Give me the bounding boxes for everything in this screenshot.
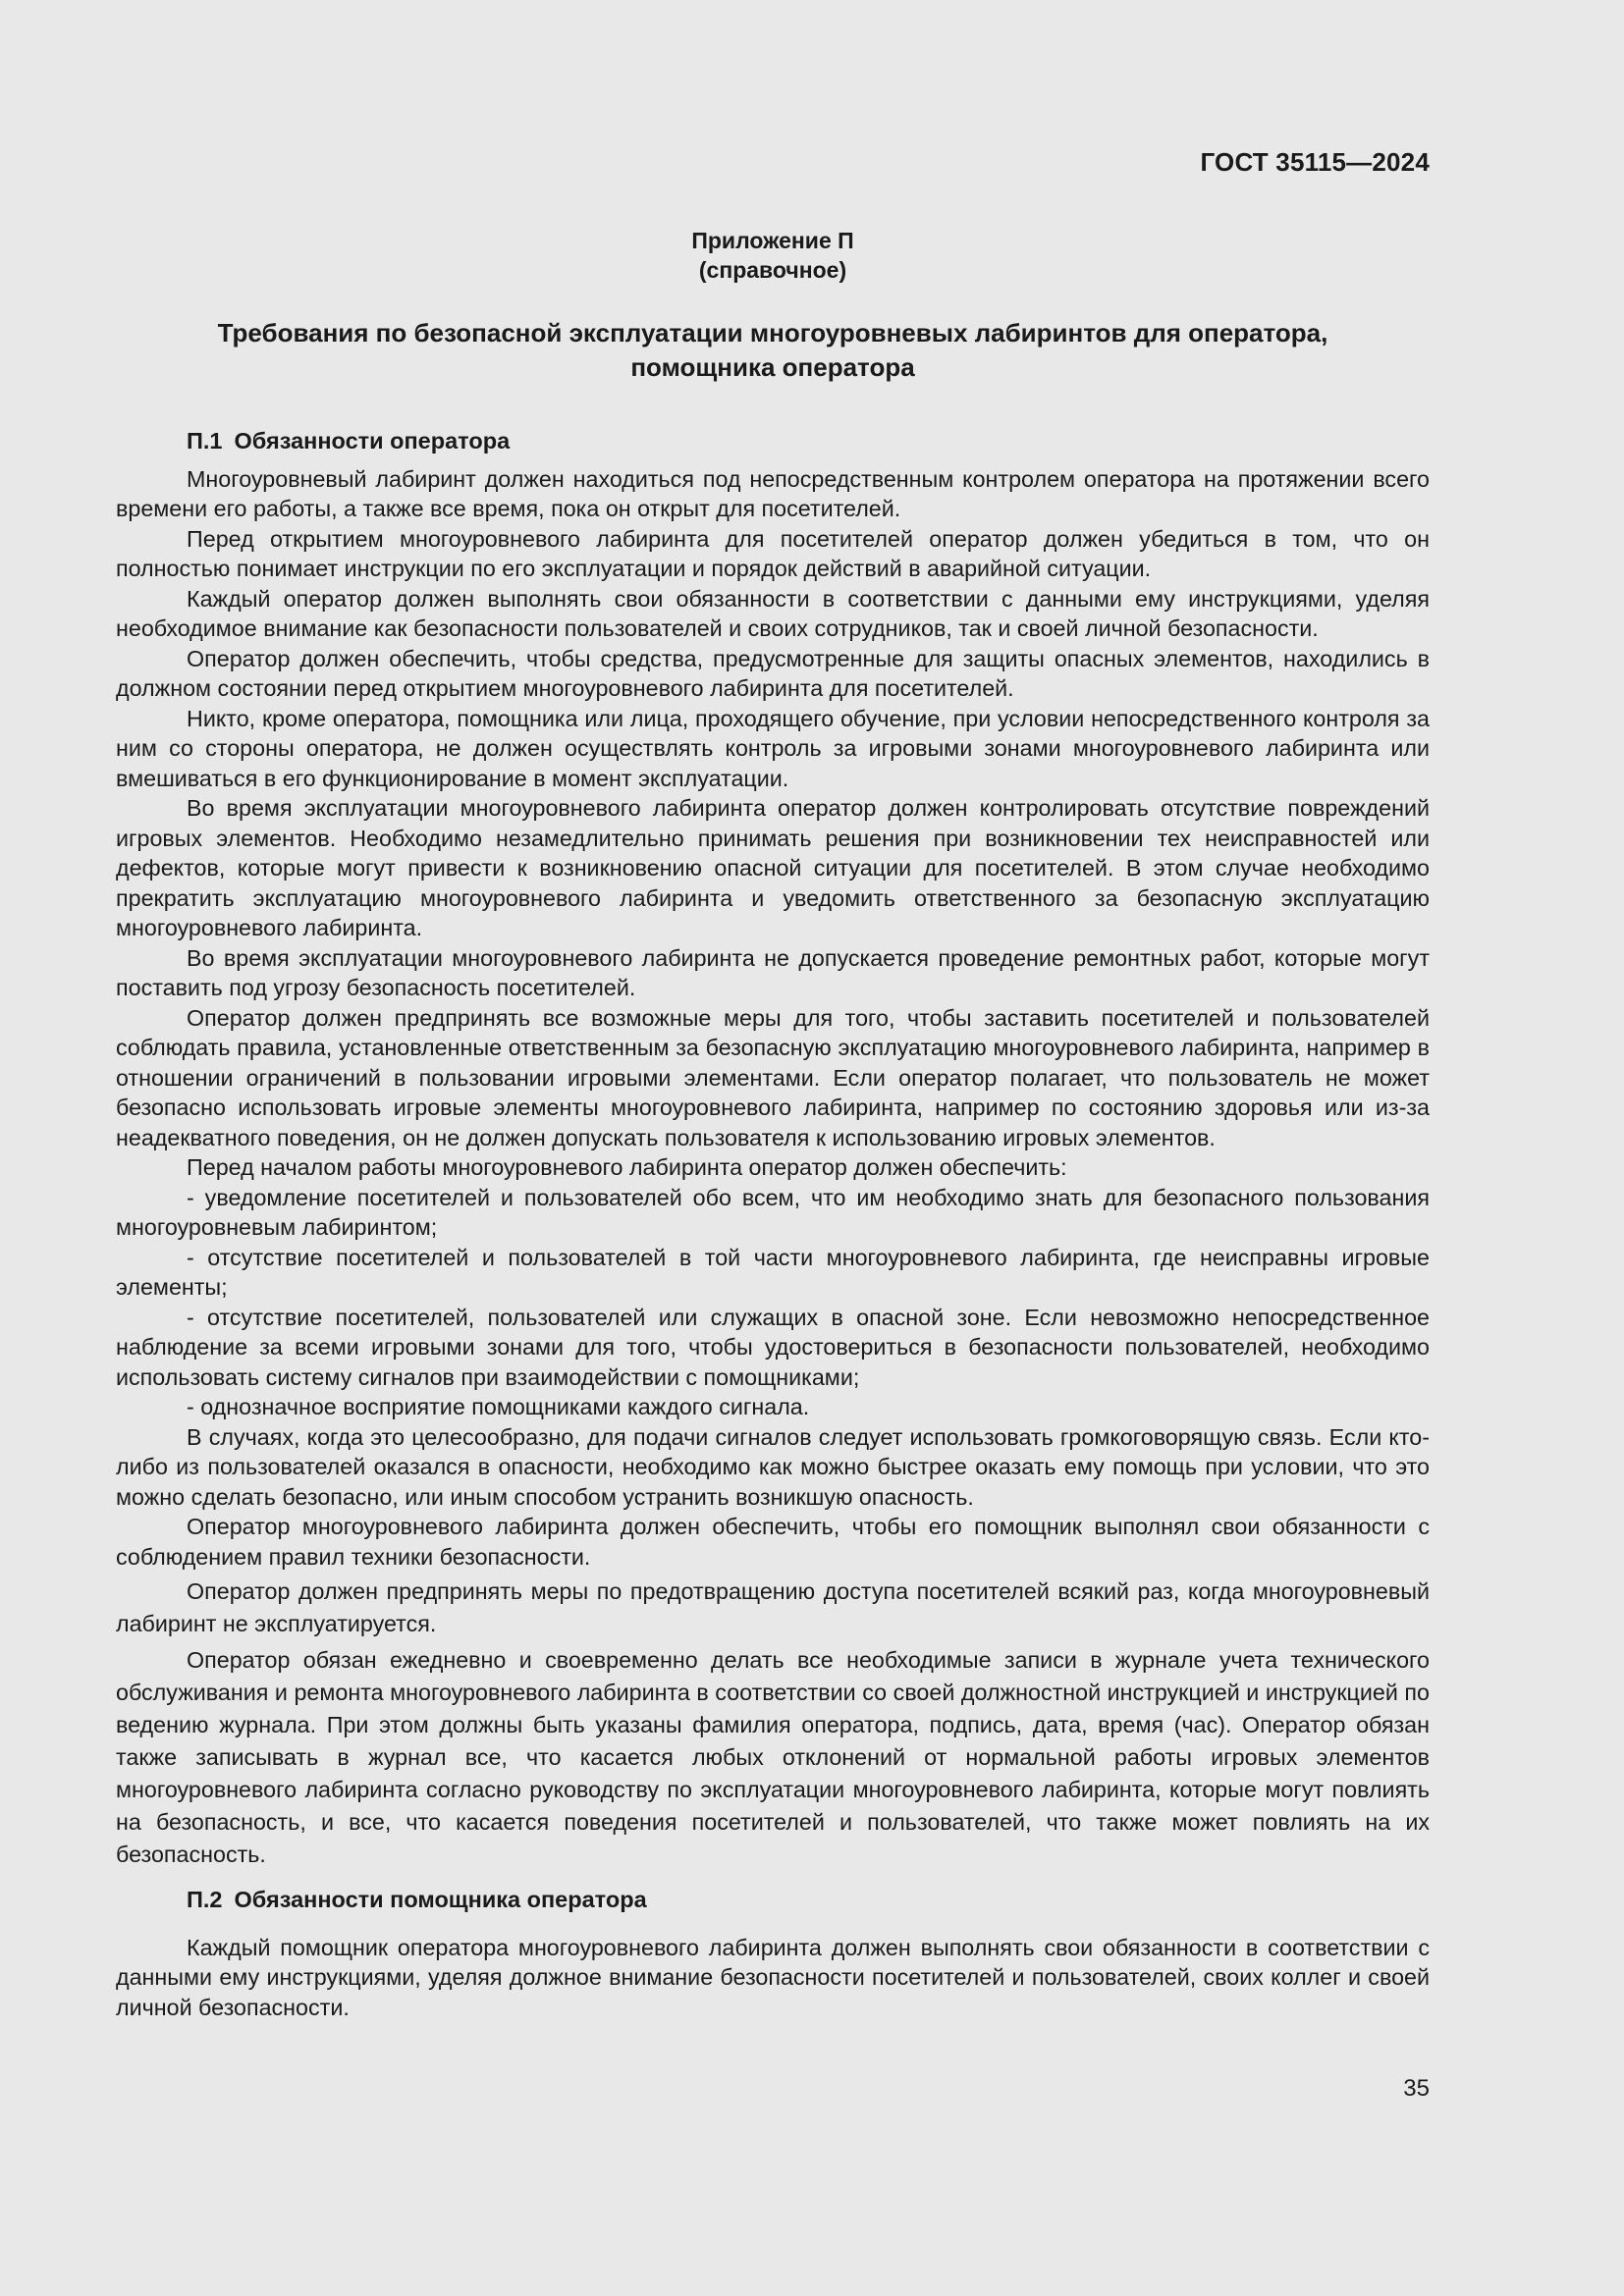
document-title bbox=[116, 316, 1430, 385]
paragraph: Многоуровневый лабиринт должен находиться под непосредственным контролем оператора на протяжении всего времени его работы, а также все время, пока он открыт для посетителей. bbox=[116, 465, 1430, 521]
section-1-title: Обязанности оператора bbox=[234, 428, 511, 454]
wide-paragraphs bbox=[116, 1575, 1430, 1871]
list-item: - однозначное восприятие помощниками каждого сигнала. bbox=[187, 1394, 810, 1419]
list-item: - отсутствие посетителей и пользователей в той части многоуровневого лабиринта, где неисправны игровые элементы; bbox=[116, 1244, 1430, 1300]
section-2-number: П.2 bbox=[187, 1887, 223, 1912]
section-2 bbox=[116, 1885, 1430, 2022]
section-1-heading bbox=[116, 426, 1430, 456]
page-number: 35 bbox=[1403, 2075, 1430, 2102]
paragraph: Во время эксплуатации многоуровневого лабиринта не допускается проведение ремонтных работ, которые могут поставить под угрозу безопасность посетителей. bbox=[116, 944, 1430, 1000]
section-2-title: Обязанности помощника оператора bbox=[234, 1887, 647, 1912]
document-page bbox=[116, 0, 1430, 2296]
paragraph: Оператор должен предпринять все возможные меры для того, чтобы заставить посетителей и пользователей соблюдать правила, установленные ответственным за безопасную эксплуатацию многоуровневого лабиринта, например в отношении ограничений в пользовании игровыми элементами. Если оператор полагает, что пользователь не может безопасно использовать игровые элементы многоуровневого лабиринта, например по состоянию здоровья или из-за неадекватного поведения, он не должен допускать пользователя к использованию игровых элементов. bbox=[116, 1004, 1430, 1150]
appendix-label: Приложение П bbox=[691, 228, 854, 253]
paragraph: Перед открытием многоуровневого лабиринта для посетителей оператор должен убедиться в том, что он полностью понимает инструкции по его эксплуатации и порядок действий в аварийной ситуации. bbox=[116, 525, 1430, 581]
paragraph: Никто, кроме оператора, помощника или лица, проходящего обучение, при условии непосредственного контроля за ним со стороны оператора, не должен осуществлять контроль за игровыми зонами многоуровневого лабиринта или вмешиваться в его функционирование в момент эксплуатации. bbox=[116, 705, 1430, 791]
section-2-heading bbox=[116, 1885, 1430, 1915]
paragraph: Оператор должен предпринять меры по предотвращению доступа посетителей всякий раз, когда многоуровневый лабиринт не эксплуатируется. bbox=[116, 1578, 1430, 1636]
title-line-2: помощника оператора bbox=[630, 352, 915, 382]
paragraph: Оператор обязан ежедневно и своевременно делать все необходимые записи в журнале учета технического обслуживания и ремонта многоуровневого лабиринта в соответствии со своей должностной инструкцией и инструкцией по ведению журнала. При этом должны быть указаны фамилия оператора, подпись, дата, время (час). Оператор обязан также записывать в журнал все, что касается любых отклонений от нормальной работы игровых элементов многоуровневого лабиринта согласно руководству по эксплуатации многоуровневого лабиринта, которые могут повлиять на безопасность, и все, что касается поведения посетителей и пользователей, что также может повлиять на их безопасность. bbox=[116, 1647, 1430, 1867]
document-code: ГОСТ 35115—2024 bbox=[1200, 147, 1430, 177]
paragraph: Во время эксплуатации многоуровневого лабиринта оператор должен контролировать отсутствие повреждений игровых элементов. Необходимо незамедлительно принимать решения при возникновении тех неисправностей или дефектов, которые могут привести к возникновению опасной ситуации для посетителей. В этом случае необходимо прекратить эксплуатацию многоуровневого лабиринта и уведомить ответственного за безопасную эксплуатацию многоуровневого лабиринта. bbox=[116, 795, 1430, 940]
list-item: - уведомление посетителей и пользователей обо всем, что им необходимо знать для безопасного пользования многоуровневым лабиринтом; bbox=[116, 1184, 1430, 1240]
paragraph: Каждый оператор должен выполнять свои обязанности в соответствии с данными ему инструкциями, уделяя необходимое внимание как безопасности пользователей и своих сотрудников, так и своей личной безопасности. bbox=[116, 585, 1430, 641]
paragraph: Перед началом работы многоуровневого лабиринта оператор должен обеспечить: bbox=[187, 1154, 1067, 1180]
section-1-number: П.1 bbox=[187, 428, 223, 454]
title-line-1: Требования по безопасной эксплуатации многоуровневых лабиринтов для оператора, bbox=[217, 318, 1328, 347]
appendix-header bbox=[116, 226, 1430, 285]
paragraph: Каждый помощник оператора многоуровневого лабиринта должен выполнять свои обязанности в соответствии с данными ему инструкциями, уделяя должное внимание безопасности посетителей и пользователей, своих коллег и своей личной безопасности. bbox=[116, 1934, 1430, 2020]
document-body bbox=[116, 426, 1430, 2022]
paragraph: В случаях, когда это целесообразно, для подачи сигналов следует использовать громкоговорящую связь. Если кто-либо из пользователей оказался в опасности, необходимо как можно быстрее оказать ему помощь при условии, что это можно сделать безопасно, или иным способом устранить возникшую опасность. bbox=[116, 1423, 1430, 1510]
paragraph: Оператор многоуровневого лабиринта должен обеспечить, чтобы его помощник выполнял свои обязанности с соблюдением правил техники безопасности. bbox=[116, 1514, 1430, 1570]
appendix-type: (справочное) bbox=[698, 257, 847, 283]
paragraph: Оператор должен обеспечить, чтобы средства, предусмотренные для защиты опасных элементов, находились в должном состоянии перед открытием многоуровневого лабиринта для посетителей. bbox=[116, 645, 1430, 701]
list-item: - отсутствие посетителей, пользователей или служащих в опасной зоне. Если невозможно непосредственное наблюдение за всеми игровыми зонами для того, чтобы удостовериться в безопасности пользователей, необходимо использовать систему сигналов при взаимодействии с помощниками; bbox=[116, 1304, 1430, 1390]
